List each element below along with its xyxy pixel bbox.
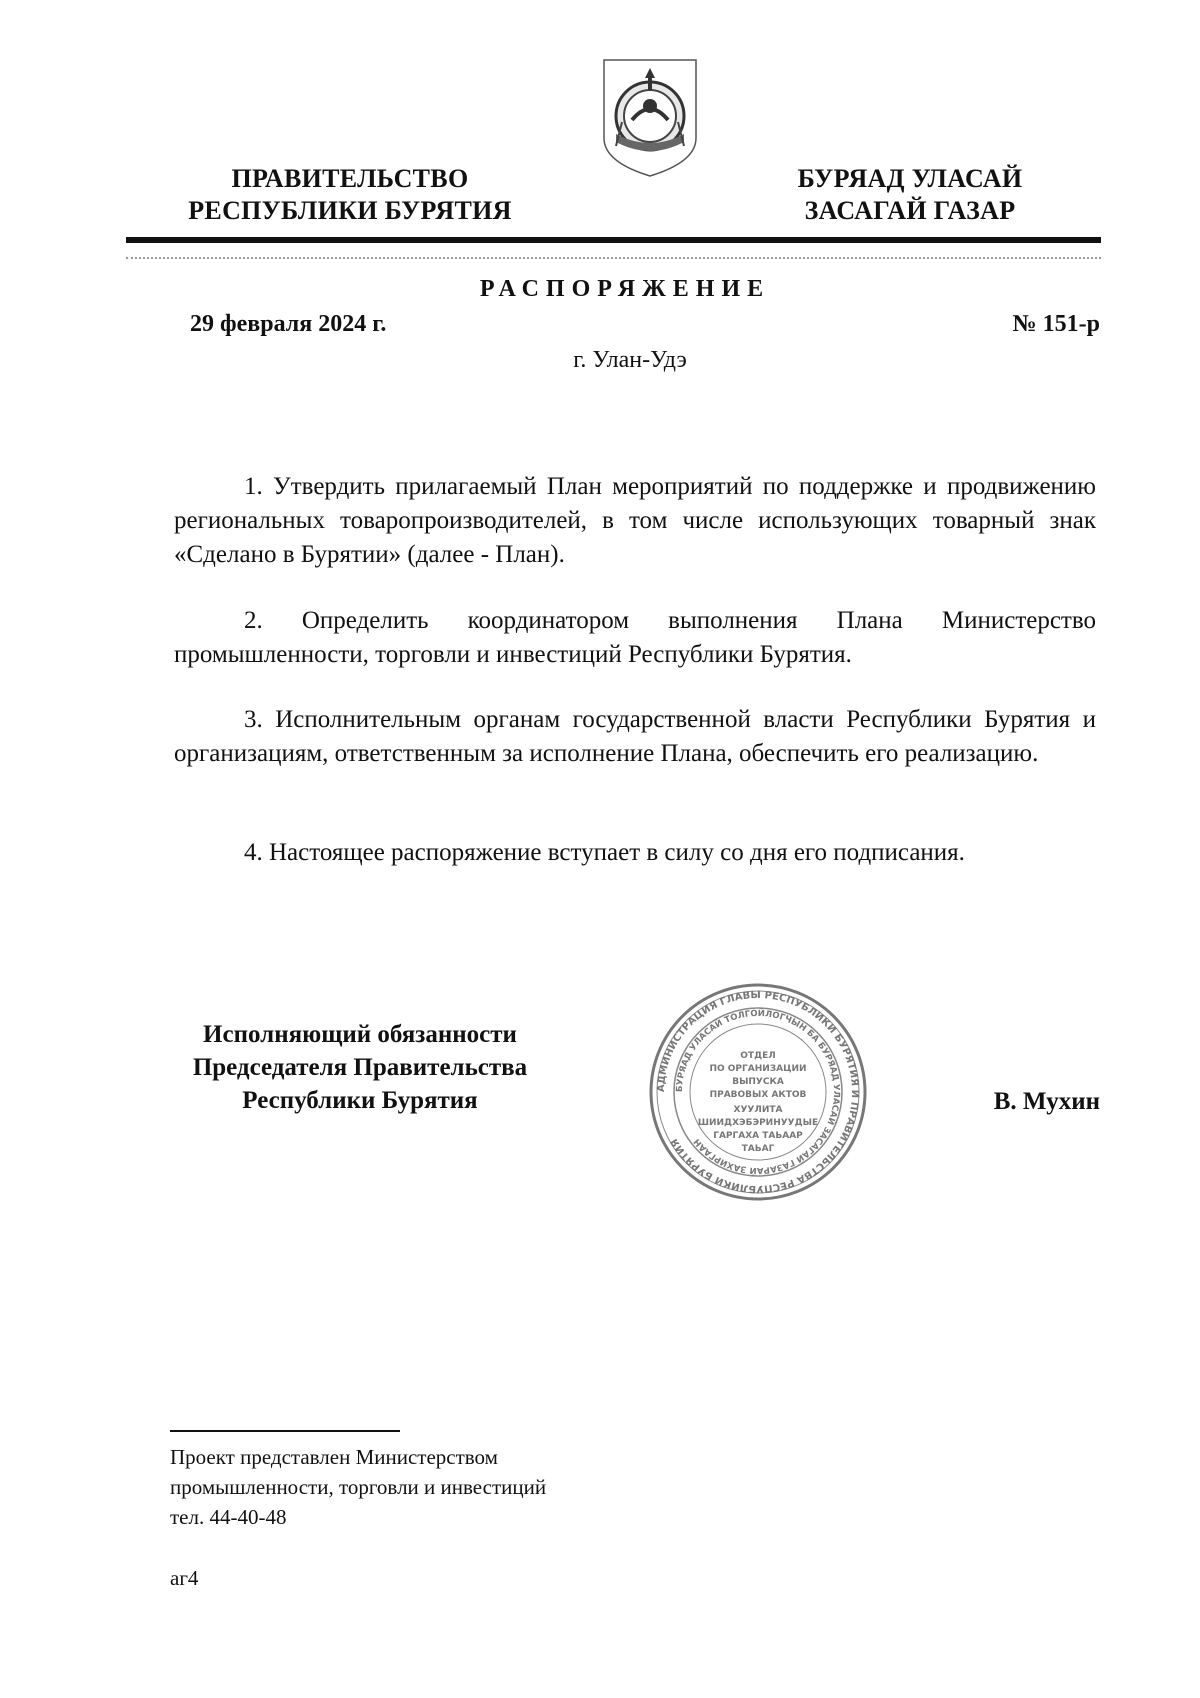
document-number: № 151-р bbox=[1012, 311, 1100, 337]
header-left-line2: РЕСПУБЛИКИ БУРЯТИЯ bbox=[188, 196, 512, 225]
document-city: г. Улан-Удэ bbox=[573, 347, 687, 373]
official-stamp bbox=[648, 982, 868, 1202]
document-code: аг4 bbox=[170, 1566, 199, 1590]
stamp-line-1: ОТДЕЛ bbox=[740, 1051, 776, 1061]
header-divider-dotted bbox=[126, 257, 1101, 259]
signatory-name: В. Мухин bbox=[993, 1088, 1100, 1115]
header-left-line1: ПРАВИТЕЛЬСТВО bbox=[231, 164, 469, 193]
footnote-line2: промышленности, торговли и инвестиций bbox=[170, 1475, 547, 1499]
stamp-line-7: ГАРГАХА ТАЬААР bbox=[713, 1131, 803, 1141]
body-paragraph-3: 3. Исполнительным органам государственной власти Республики Бурятия и организациям, ответственным за исполнение Плана, обеспечить его реализацию. bbox=[174, 706, 1096, 767]
document-date: 29 февраля 2024 г. bbox=[190, 311, 387, 337]
stamp-line-5: ХУУЛИТА bbox=[733, 1105, 783, 1115]
stamp-outer-text: АДМИНИСТРАЦИЯ ГЛАВЫ РЕСПУБЛИКИ БУРЯТИЯ И ПРАВИТЕЛЬСТВА РЕСПУБЛИКИ БУРЯТИЯ bbox=[655, 989, 861, 1195]
body-paragraph-2: 2. Определить координатором выполнения Плана Министерство промышленности, торговли и инвестиций Республики Бурятия. bbox=[174, 607, 1096, 668]
footnote-line1: Проект представлен Министерством bbox=[170, 1445, 498, 1469]
stamp-line-3: ВЫПУСКА bbox=[732, 1077, 784, 1087]
stamp-line-2: ПО ОРГАНИЗАЦИИ bbox=[709, 1064, 807, 1074]
body-paragraph-1: 1. Утвердить прилагаемый План мероприятий по поддержке и продвижению региональных товаропроизводителей, в том числе использующих товарный знак «Сделано в Бурятии» (далее - План). bbox=[174, 473, 1096, 568]
header-right-line1: БУРЯАД УЛАСАЙ bbox=[797, 164, 1023, 193]
coat-of-arms-emblem bbox=[598, 56, 702, 178]
document-type-title: РАСПОРЯЖЕНИЕ bbox=[479, 276, 771, 302]
stamp-inner-text: БУРЯАД УЛАСАЙ ТОЛГОЙЛОГЧЫН БА БУРЯАД УЛАСАЙ ЗАСАГАЙ ГАЗАРАЙ ЗАХИРГААН bbox=[674, 1008, 842, 1176]
stamp-line-4: ПРАВОВЫХ АКТОВ bbox=[709, 1090, 807, 1100]
body-paragraph-4: 4. Настоящее распоряжение вступает в силу со дня его подписания. bbox=[244, 839, 965, 866]
stamp-line-8: ТАЬАГ bbox=[741, 1144, 775, 1154]
header-divider-thick bbox=[126, 237, 1101, 243]
footnote-line3: тел. 44-40-48 bbox=[170, 1505, 287, 1529]
signatory-position-line3: Республики Бурятия bbox=[242, 1087, 478, 1114]
signatory-position-line2: Председателя Правительства bbox=[192, 1054, 528, 1081]
header-right-line2: ЗАСАГАЙ ГАЗАР bbox=[804, 196, 1016, 225]
footnote-separator bbox=[170, 1430, 400, 1432]
signatory-position bbox=[150, 1018, 570, 1117]
stamp-line-6: ШИИДХЭБЭРИНУУДЫЕ bbox=[697, 1118, 819, 1128]
signatory-position-line1: Исполняющий обязанности bbox=[203, 1021, 517, 1048]
